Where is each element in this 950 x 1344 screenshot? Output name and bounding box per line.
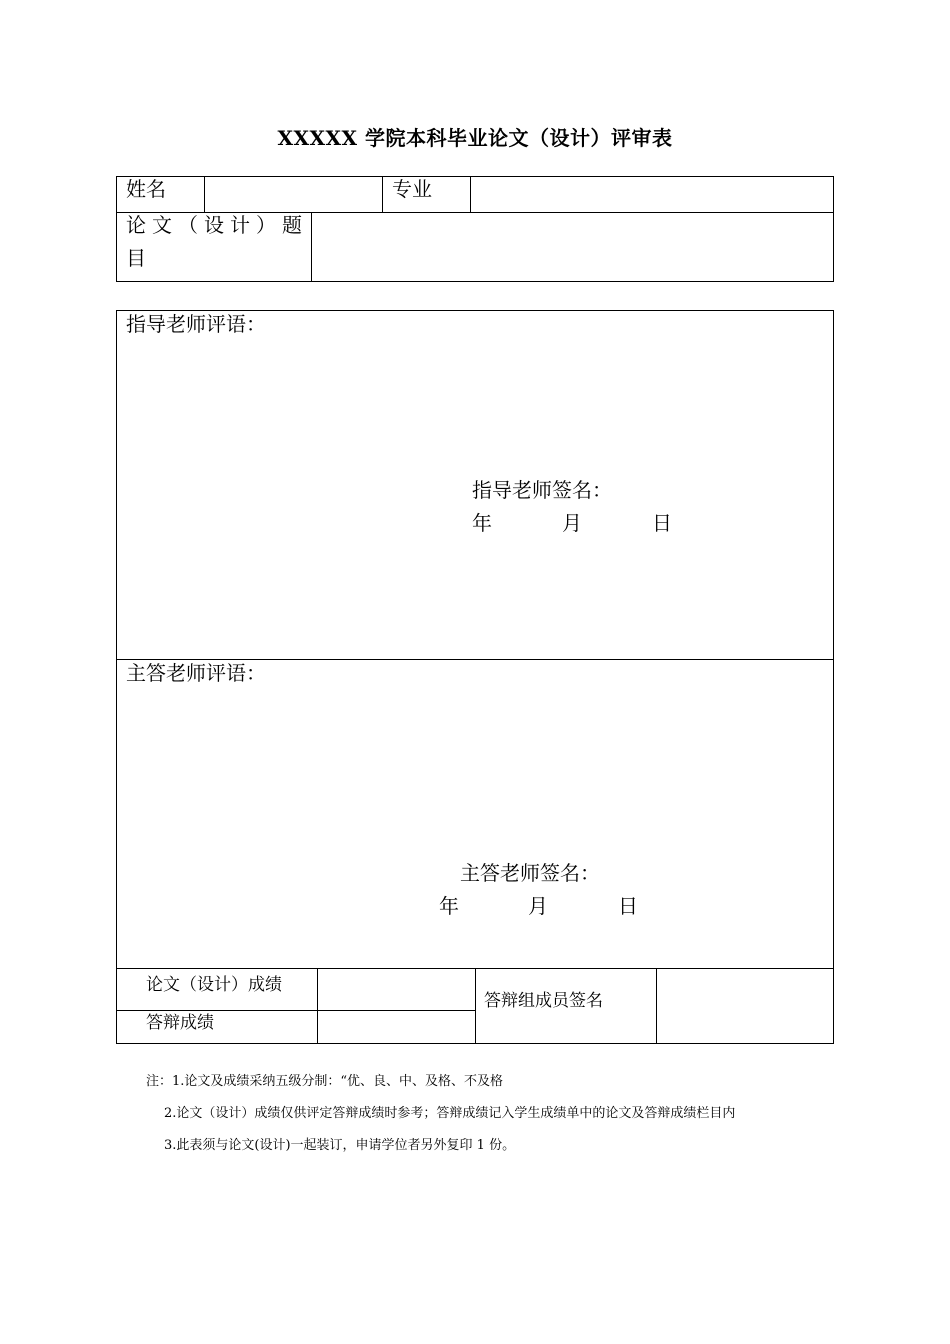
grades-col-divider-1 <box>317 968 318 1044</box>
grades-col-divider-3 <box>656 968 657 1044</box>
reviewer-comment-label: 主答老师评语： <box>126 661 266 685</box>
reviewer-date-month: 月 <box>528 894 548 918</box>
name-field[interactable] <box>210 176 378 210</box>
page-title: XXXXX 学院本科毕业论文（设计）评审表 <box>277 126 673 150</box>
info-table-col-divider-2 <box>382 176 383 212</box>
defense-grade-label: 答辩成绩 <box>146 1013 214 1033</box>
reviewer-signature-label: 主答老师签名： <box>460 861 600 885</box>
major-field[interactable] <box>476 176 826 210</box>
info-table-col-divider-3 <box>470 176 471 212</box>
advisor-date-month: 月 <box>562 511 582 535</box>
note-line-2: 2.论文（设计）成绩仅供评定答辩成绩时参考；答辩成绩记入学生成绩单中的论文及答辩成绩栏目内 <box>164 1106 736 1121</box>
info-table-col-divider-1 <box>204 176 205 212</box>
thesis-grade-field[interactable] <box>322 970 470 1008</box>
advisor-signature-label: 指导老师签名： <box>472 478 612 502</box>
thesis-grade-label: 论文（设计）成绩 <box>146 975 282 995</box>
advisor-comment-area[interactable] <box>124 342 824 472</box>
major-label: 专业 <box>392 177 432 201</box>
advisor-comment-label: 指导老师评语： <box>126 312 266 336</box>
reviewer-date-year: 年 <box>439 894 459 918</box>
reviewer-comment-area[interactable] <box>124 692 824 852</box>
info-table-col-divider-4 <box>311 212 312 282</box>
thesis-title-label-line2: 目 <box>126 246 146 270</box>
advisor-date-year: 年 <box>472 511 492 535</box>
advisor-date-day: 日 <box>652 511 672 535</box>
thesis-title-label-line1: 论文（设计）题 <box>126 213 308 237</box>
note-line-1: 注：1.论文及成绩采纳五级分制：“优、良、中、及格、不及格 <box>146 1074 504 1089</box>
grades-col-divider-2 <box>475 968 476 1044</box>
reviewer-date-day: 日 <box>618 894 638 918</box>
defense-grade-field[interactable] <box>322 1012 470 1042</box>
name-label: 姓名 <box>126 177 166 201</box>
committee-signature-label: 答辩组成员签名 <box>484 991 603 1011</box>
committee-signature-field[interactable] <box>662 970 828 1040</box>
thesis-title-field[interactable] <box>318 214 826 278</box>
note-line-3: 3.此表须与论文(设计)一起装订，申请学位者另外复印 1 份。 <box>164 1138 516 1153</box>
